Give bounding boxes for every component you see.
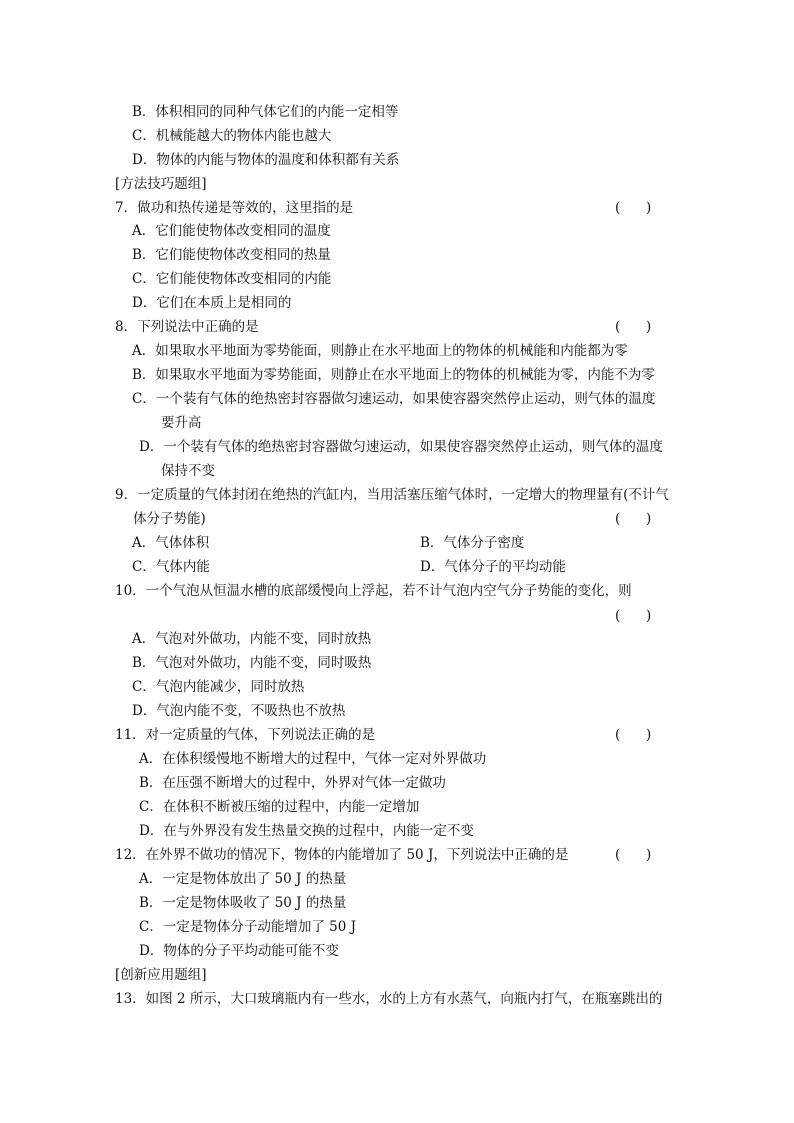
q12-stem: 12．在外界不做功的情况下，物体的内能增加了 50 J，下列说法中正确的是: [115, 847, 569, 863]
q11-option-b: B．在压强不断增大的过程中，外界对气体一定做功: [139, 775, 446, 791]
q8-option-d: D．一个装有气体的绝热密封容器做匀速运动，如果使容器突然停止运动，则气体的温度: [139, 439, 663, 455]
q7-option-c: C．它们能使物体改变相同的内能: [132, 271, 332, 287]
q13-stem: 13．如图 2 所示，大口玻璃瓶内有一些水，水的上方有水蒸气，向瓶内打气，在瓶塞跳出的: [115, 991, 663, 1007]
q8-answer-bracket: ( ): [615, 319, 652, 335]
q11-option-a: A．在体积缓慢地不断增大的过程中，气体一定对外界做功: [139, 751, 487, 767]
q7-option-b: B．它们能使物体改变相同的热量: [132, 247, 331, 263]
q8-option-a: A．如果取水平地面为零势能面，则静止在水平地面上的物体的机械能和内能都为零: [132, 343, 628, 359]
q12-option-b: B．一定是物体吸收了 50 J 的热量: [139, 895, 347, 911]
q9-option-d: D．气体分子的平均动能: [420, 559, 566, 575]
q11-answer-bracket: ( ): [615, 727, 652, 743]
q7-answer-bracket: ( ): [615, 200, 652, 216]
q9-stem: 9．一定质量的气体封闭在绝热的汽缸内，当用活塞压缩气体时，一定增大的物理量有(不计气: [115, 487, 669, 503]
q9-answer-bracket: ( ): [615, 511, 652, 527]
q8-option-c-continued: 要升高: [161, 415, 202, 431]
q12-option-c: C．一定是物体分子动能增加了 50 J: [139, 919, 357, 935]
q9-stem-continued: 体分子势能): [133, 511, 206, 527]
q10-option-d: D．气泡内能不变，不吸热也不放热: [132, 703, 346, 719]
q9-option-c: C．气体内能: [132, 559, 210, 575]
q8-stem: 8．下列说法中正确的是: [115, 319, 259, 335]
q10-stem: 10．一个气泡从恒温水槽的底部缓慢向上浮起，若不计气泡内空气分子势能的变化，则: [115, 583, 632, 599]
q12-answer-bracket: ( ): [615, 847, 652, 863]
q7-stem: 7．做功和热传递是等效的，这里指的是: [115, 200, 354, 216]
q9-option-a: A．气体体积: [132, 535, 210, 551]
q8-option-b: B．如果取水平地面为零势能面，则静止在水平地面上的物体的机械能为零，内能不为零: [132, 367, 655, 383]
q11-stem: 11．对一定质量的气体，下列说法正确的是: [115, 727, 376, 743]
q10-answer-bracket: ( ): [615, 608, 652, 624]
q10-option-b: B．气泡对外做功，内能不变，同时吸热: [132, 655, 372, 671]
q6-option-d: D．物体的内能与物体的温度和体积都有关系: [132, 152, 400, 168]
q12-option-d: D．物体的分子平均动能可能不变: [139, 943, 339, 959]
q7-option-d: D．它们在本质上是相同的: [132, 295, 292, 311]
q11-option-d: D．在与外界没有发生热量交换的过程中，内能一定不变: [139, 823, 474, 839]
q9-option-b: B．气体分子密度: [420, 535, 525, 551]
q6-option-b: B．体积相同的同种气体它们的内能一定相等: [132, 104, 399, 120]
q12-option-a: A．一定是物体放出了 50 J 的热量: [139, 871, 347, 887]
q8-option-c: C．一个装有气体的绝热密封容器做匀速运动，如果使容器突然停止运动，则气体的温度: [132, 391, 656, 407]
q7-option-a: A．它们能使物体改变相同的温度: [132, 223, 331, 239]
q6-option-c: C．机械能越大的物体内能也越大: [132, 128, 332, 144]
q8-option-d-continued: 保持不变: [161, 463, 215, 479]
q10-option-c: C．气泡内能减少，同时放热: [132, 679, 305, 695]
q10-option-a: A．气泡对外做功，内能不变，同时放热: [132, 631, 372, 647]
section-heading-innovation: [创新应用题组]: [115, 967, 207, 983]
section-heading-method: [方法技巧题组]: [115, 176, 207, 192]
q11-option-c: C．在体积不断被压缩的过程中，内能一定增加: [139, 799, 420, 815]
